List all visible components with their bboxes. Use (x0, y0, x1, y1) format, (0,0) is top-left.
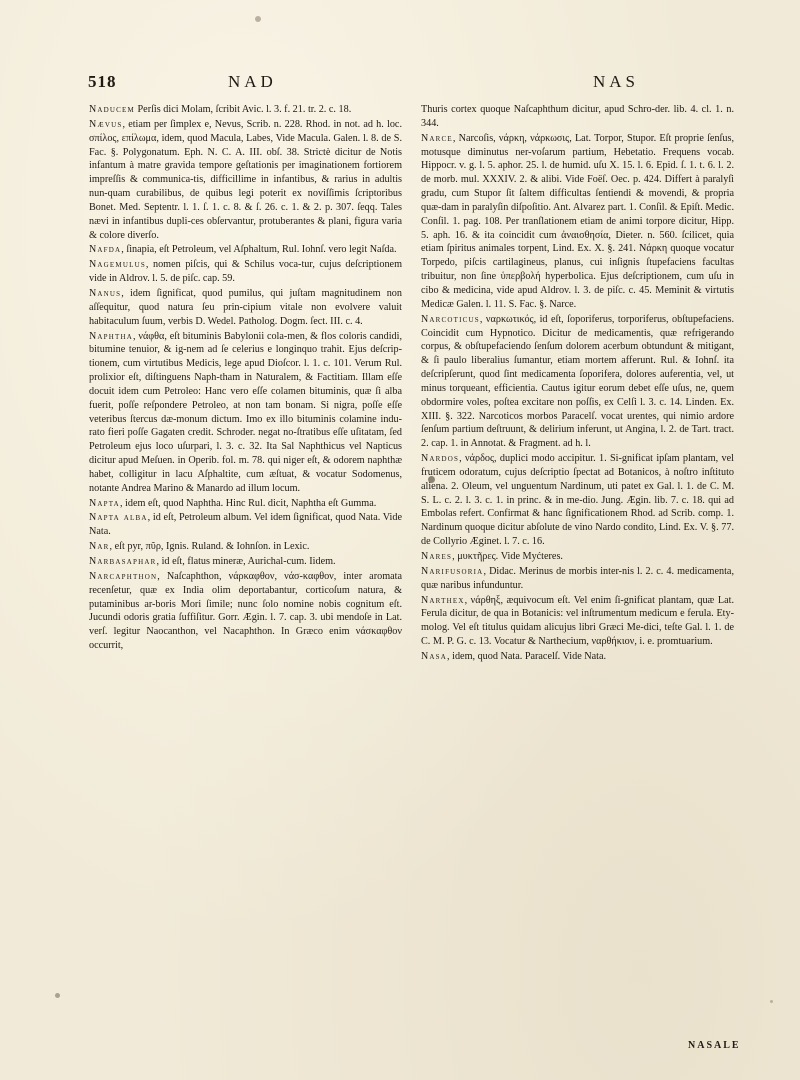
entry-text: , idem ſignificat, quod pumilus, qui juſtam magnitudinem non aſſequitur, quod natura ſeu prin-cipium vitale non evolvere valuit habitaculum ſuum, verbis D. Wedel. Patholog. Dogm. ſect. III. c. 4. (89, 287, 402, 327)
entry-headword: Narbasaphar (89, 556, 157, 567)
dictionary-entry (421, 132, 734, 312)
dictionary-entry (89, 118, 402, 243)
ink-spot (770, 1000, 773, 1003)
entry-text: , Naſcaphthon, νάρκαφθον, νάσ-καφθον, inter aromata recenſetur, quæ ex India olim deportabantur, corticoſum natura, & putaminibus ar-boris Mori ſimile; nunc ſolo nomine nobis cognitum eſt. Jucundi odoris gratia ſuffiſitur. Gorr. Ægin. l. 7. cap. 3. ubi mendoſe in Lat. verſ. legitur Naocanthon, vel Nacaphthon. In Græco enim νάσκαφθον occurrit, (89, 570, 402, 652)
entry-headword: Nardos (421, 453, 460, 465)
entry-text: Thuris cortex quoque Naſcaphthum dicitur, apud Schro-der. lib. 4. cl. 1. n. 344. (421, 104, 734, 129)
entry-headword: Narcaphthon (89, 570, 158, 582)
dictionary-entry (89, 243, 402, 257)
entry-headword: Narifusoria (421, 565, 484, 577)
left-column (89, 103, 402, 654)
dictionary-entry (421, 565, 734, 593)
entry-text: Perſis dici Molam, ſcribit Avic. l. 3. f. 21. tr. 2. c. 18. (134, 104, 352, 115)
entry-text: , id eſt, flatus mineræ, Aurichal-cum. Iidem. (156, 556, 336, 567)
entry-headword: Nanus (89, 287, 122, 299)
entry-headword: Nafda (89, 244, 122, 256)
dictionary-entry (421, 550, 734, 564)
entry-text: , id eſt, Petroleum album. Vel idem ſignificat, quod Nata. Vide Nata. (89, 512, 402, 538)
dictionary-entry (89, 258, 402, 286)
header-left-word: NAD (228, 72, 277, 91)
running-header (88, 72, 728, 98)
entry-headword: Nævus (89, 118, 123, 130)
entry-text: , Didac. Merinus de morbis inter-nis l. 2. c. 4. medicamenta, quæ naribus infunduntur. (421, 565, 734, 591)
entry-text: , Narcoſis, νάρκη, νάρκωσις, Lat. Torpor, Stupor. Eſt proprie ſenſus, motusque diminutus ner-voſarum partium, Hebetatio. Frequens vocab. Hippocr. v. g. l. 5. aphor. 25. l. de humid. uſu X. 15. l. 6. Epid. ſ. 1. t. 6. l. 2. de morb. mul. XXXIV. 2. & alibi. Vide Foëſ. Oec. p. 424. Differt à paralyſi gradu, cum Stupor ſit ſaltem difficultas ſentiendi & movendi, & propria quæ-dam in paralyſin diſpoſitio. Ant. Alvarez part. 1. Conſil. & Epiſt. Medic. Conſil. 1. pag. 108. Per tranſlationem etiam de animi torpore dicitur, Hipp. 5. aph. 16. & ita coincidit cum ἀναισθησία, Dieter. n. 560. ſcilicet, quia etiam ſpiritus animales torpent, Lind. Ex. X. §. 241. Νάρκη quoque vocatur Torpedo, piſcis cartilagineus, planus, cui inſignis ſtupefaciens facultas tribuitur, non ſine ὑπερβολή hyperbolica. Ejus deſcriptionem, cum uſu in cibo & medicina, vide apud Aldrov. l. 3. de piſc. c. 45. Meminit & virtutis Medicæ Galen. l. 11. S. Fac. §. Narce. (421, 132, 734, 310)
ink-spot (255, 16, 261, 22)
dictionary-entry (421, 313, 734, 451)
ink-spot (55, 993, 60, 998)
entry-text: , νάφθα, eſt bituminis Babylonii cola-men, & flos coloris candidi, bitumine tenuior, & ig-nem ad ſe celerius e longinquo trahit. Ejus deſcrip-tionem, cum virtutibus Medicis, lege apud Dioſcor. l. 1. c. 101. Verum Rul. prolixior eſt, diſtinguens Naph-tham in Naturalem, & Factitiam. Illam eſſe docuit idem cum Petroleo: Hanc vero eſſe colamen bituminis, quæ ſi alba fuerit, poſſe reſpondere Petroleo, at non tam bonam. Si nigra, poſſe eſſe veteribus ſtercus dæ-monum dictum. Imo ex illo bituminis colamine indu-rato fieri poſſe Gagaten credit. Schroder. negat no-ſtratibus eſſe uſitatam, ſed Petroleum ejus loco uſurpari, l. 3. c. 32. Ita Sal Naphthicus vel Napticus dicitur apud Meſuen. in Operib. fol. m. 78. qui niger eſt, & odorem naphthæ habet, colligitur in lacu Aſphaltite, cum æſtuat, & vocatur Sodomenus, notante Andrea Marino & Manardo ad illum locum. (89, 330, 402, 494)
entry-text: , ναρκωτικός, id eſt, ſoporiferus, torporiferus, obſtupefaciens. Coincidit cum Hypnotico. Dicitur de medicamentis, quæ refrigerando corpus, & obſtupefaciendo ſenſum dolorem acerbum obtundunt & mitigant, & ſi paulo liberalius ſumantur, etiam mortem afferunt. Rul. & Iohnſ. ita deſcripſerunt, quod ſint medicamenta ſoporifera, dolores auferentia, vel, ut minus torqueant, efficientia. Cautus igitur eorum debet eſſe uſus, ne, quem obdormire voles, poſtea excitare non poſſis, ex Celſi l. 3. c. 14. Linden. Ex. XIII. §. 322. Narcoticos morbos Paracelſ. vocat urentes, qui nimio ardore ſenſum partium deſtruunt, & delirium inferunt, ut Angina, l. 2. de Tart. tract. 2. cap. 1. in Annotat. & Fragment. ad h. l. (421, 313, 734, 450)
entry-text: , μυκτῆρες. Vide Myćteres. (452, 551, 563, 562)
entry-headword: Nasa (421, 650, 448, 662)
header-right-word: NAS (593, 72, 640, 91)
entry-text: , nomen piſcis, qui & Schilus voca-tur, cujus deſcriptionem vide in Aldrov. l. 5. de piſc. cap. 59. (89, 259, 402, 285)
entry-text: , νάρδος, duplici modo accipitur. 1. Si-gnificat ipſam plantam, vel fruticem odoratum, cujus deſcriptio ſpectat ad Botanicos, à noſtro inſtituto aliena. 2. Oleum, vel unguentum Nardinum, uti patet ex Gal. l. 1. de C. M. S. L. c. 2. l. 3. c. 1. in princ. & in me-dio. Jung. Ægin. lib. 7. c. 18. qui ad Embolas refert. Confirmat & hanc ſignificationem Rhod. ad Scrib. comp. 1. Nardinum quoque dicitur abſolute de vino Nardo condito, Lind. Ex. V. §. 77. de Collyrio Æginet. l. 7. c. 16. (421, 453, 734, 548)
dictionary-entry (421, 103, 734, 131)
entry-headword: Narthex (421, 594, 465, 606)
entry-headword: Napta (89, 497, 120, 509)
dictionary-entry (89, 511, 402, 539)
dictionary-entry (89, 555, 402, 569)
dictionary-entry (89, 330, 402, 496)
dictionary-entry (89, 540, 402, 554)
dictionary-entry (421, 650, 734, 664)
entry-headword: Narcoticus (421, 313, 480, 325)
page-number: 518 (88, 72, 117, 91)
entry-text: , ſinapia, eſt Petroleum, vel Aſphaltum, Rul. Iohnſ. vero legit Naſda. (121, 244, 397, 256)
entry-text: , eſt pyr, πῦρ, Ignis. Ruland. & Iohnſon. in Lexic. (109, 541, 310, 553)
dictionary-entry (421, 594, 734, 649)
entry-headword: Napta alba (89, 512, 148, 524)
entry-headword: Nar (89, 541, 110, 553)
dictionary-entry (89, 497, 402, 511)
entry-text: , idem, quod Nata. Paracelſ. Vide Nata. (447, 650, 607, 662)
dictionary-entry (89, 570, 402, 653)
entry-headword: Naducem (89, 104, 135, 115)
entry-text: , etiam per ſimplex e, Nevus, Scrib. n. 228. Rhod. in not. ad h. loc. σπίλος, επίλωμα, idem, quod Macula, Labes, Vide Macula. Galen. l. 8. de S. Fac. §. Polygonatum. Eph. N. C. A. III. obſ. 38. Strictè dicitur de Notis infantum à matre gravida tempore geſtationis per imaginationem fortiorem impreſſis & communica-tis, difficillime in infantibus, & rarius in adultis nun-quam curabilibus, de quibus legi poterit ex noviſſimis ſcriptoribus Bonet. Med. Septentr. l. 1. ſ. 1. c. 8. & ſ. 26. c. 1. & 2. p. 307. ſeqq. Tales nævi in infantibus dupli-ces obſervantur, protuberantes & plani, figura varia & colore diverſo. (89, 118, 402, 241)
entry-headword: Nagemulus (89, 259, 146, 271)
entry-headword: Nares (421, 551, 453, 562)
entry-headword: Naphtha (89, 330, 134, 342)
dictionary-entry (421, 452, 734, 549)
entry-headword: Narce (421, 132, 453, 144)
entry-text: , idem eſt, quod Naphtha. Hinc Rul. dicit, Naphtha eſt Gummа. (119, 497, 377, 509)
catchword: NASALE (688, 1040, 741, 1051)
right-column (421, 103, 734, 665)
dictionary-entry (89, 103, 402, 117)
entry-text: , νάρθηξ, æquivocum eſt. Vel enim ſi-gnificat plantam, quæ Lat. Ferula dicitur, de qua in Botanicis: vel inſtrumentum medicum e ferula. Ety-molog. Vel eſt titulus quidam alicujus libri Græci Me-dici, teſte Gal. l. 1. de C. M. P. G. c. 13. Vocatur & Narthecium, ναρθήκιον, i. e. promtuarium. (421, 594, 734, 648)
dictionary-entry (89, 287, 402, 329)
